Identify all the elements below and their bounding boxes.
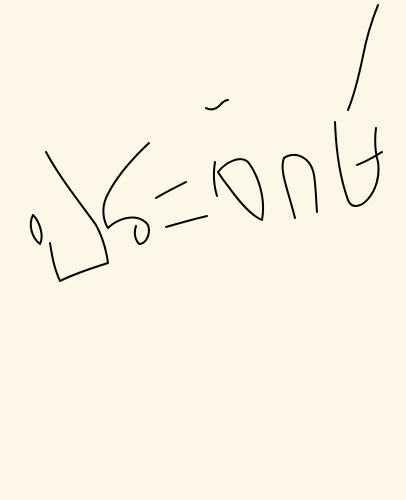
stroke-left-loop: [31, 215, 42, 244]
stroke-n-arch: [283, 155, 317, 218]
stroke-tall-right: [348, 5, 378, 110]
stroke-s-curve: [103, 143, 149, 244]
stroke-tick: [206, 100, 228, 109]
stroke-dash-upper: [156, 182, 186, 198]
stroke-d-shape: [214, 159, 263, 220]
stroke-long-slant: [46, 152, 108, 281]
stroke-u-loop: [335, 122, 379, 206]
stroke-dash-lower: [166, 216, 207, 227]
